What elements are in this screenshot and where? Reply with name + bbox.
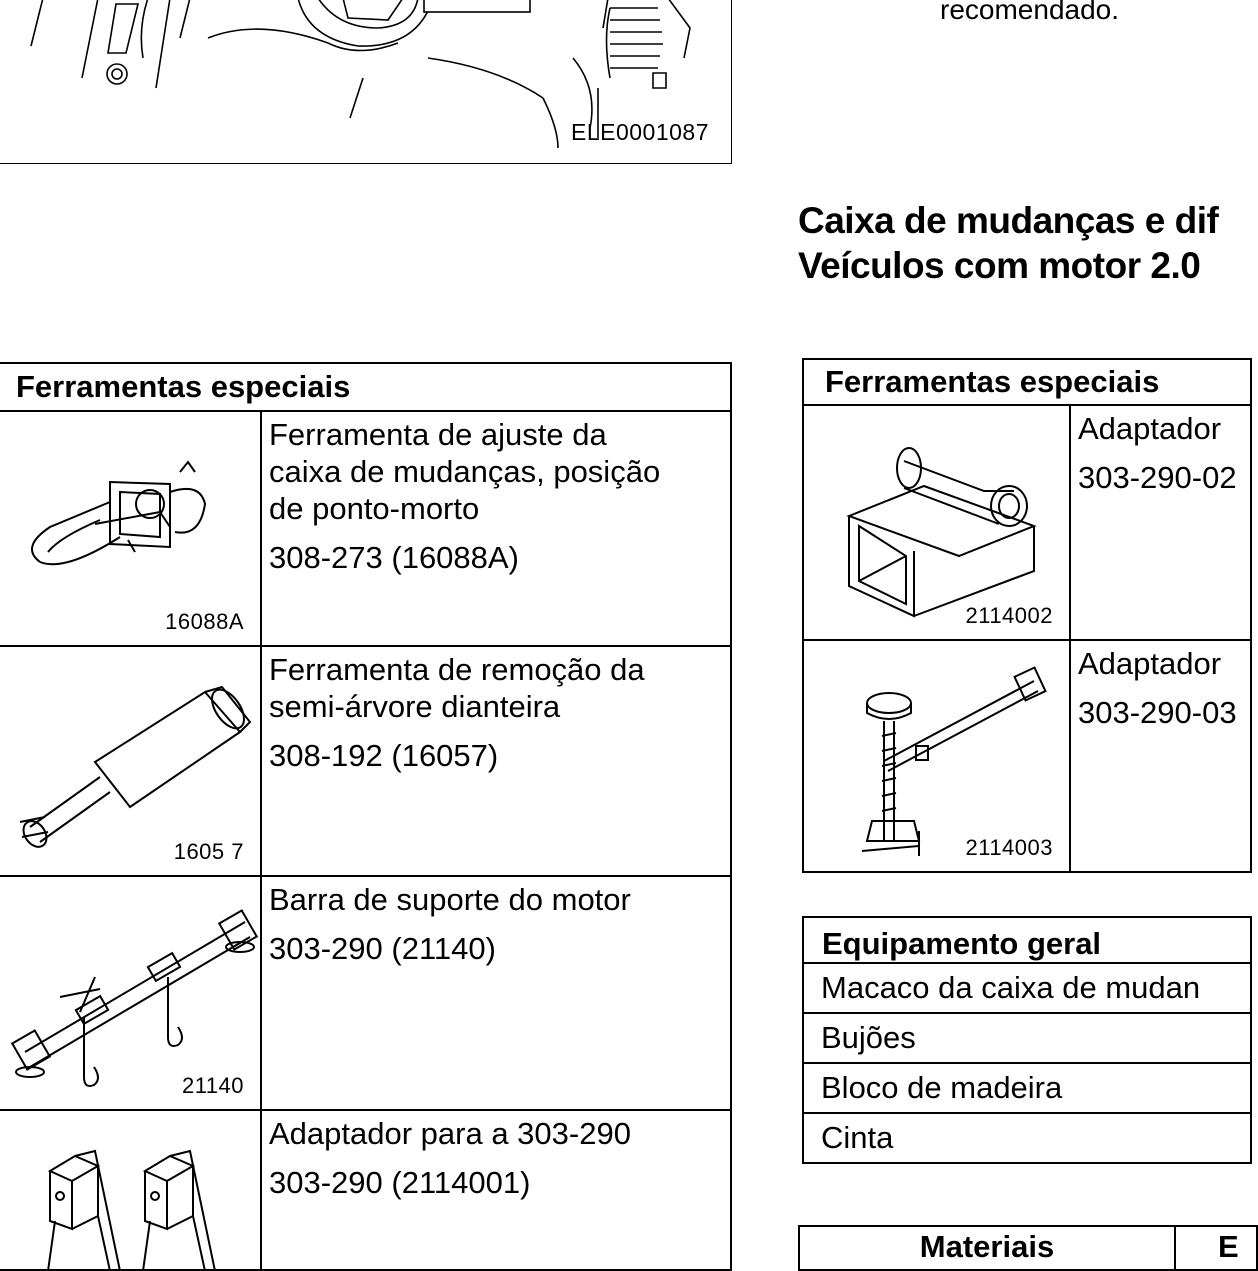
table-row — [803, 640, 1251, 872]
tool-name-line: Adaptador para a 303-290 — [269, 1116, 631, 1151]
tool-image-cell — [0, 876, 261, 1110]
equipment-item: Bloco de madeira — [803, 1063, 1251, 1113]
tool-name-line: Ferramenta de remoção da — [269, 652, 645, 687]
image-code: 1605 7 — [173, 839, 244, 864]
top-figure — [0, 0, 732, 164]
general-equipment-table — [802, 916, 1252, 1164]
heading-line-2: Veículos com motor 2.0 — [798, 245, 1201, 286]
tool-code: 303-290-02 — [1078, 460, 1237, 495]
section-heading — [798, 198, 1218, 288]
table-header: Ferramentas especiais — [0, 363, 731, 411]
heading-line-1: Caixa de mudanças e dif — [798, 200, 1219, 241]
tool-description — [1070, 640, 1251, 872]
tool-description — [261, 1110, 731, 1270]
tool-image-cell — [803, 405, 1070, 640]
table-header: Equipamento geral — [803, 917, 1251, 963]
tool-code: 303-290 (21140) — [269, 931, 496, 966]
tool-code: 303-290-03 — [1078, 695, 1237, 730]
table-header: Ferramentas especiais — [803, 359, 1251, 405]
image-code: 16088A — [165, 609, 244, 634]
intro-text-tail: recomendado. — [940, 0, 1120, 25]
table-row — [803, 405, 1251, 640]
tool-image-cell — [803, 640, 1070, 872]
tool-name-line: de ponto-morto — [269, 491, 480, 526]
adapter-brackets-icon — [0, 1111, 260, 1271]
equipment-item: Macaco da caixa de mudan — [803, 963, 1251, 1013]
image-code: 2114003 — [965, 835, 1053, 860]
table-header: Materiais — [799, 1226, 1175, 1270]
tool-name-line: Ferramenta de ajuste da — [269, 417, 607, 452]
table-row — [0, 876, 731, 1110]
tool-name-line: semi-árvore dianteira — [269, 689, 561, 724]
equipment-item: Cinta — [803, 1113, 1251, 1163]
tool-description — [261, 876, 731, 1110]
tool-name-line: caixa de mudanças, posição — [269, 454, 661, 489]
tool-image-cell — [0, 411, 261, 646]
tool-code: 303-290 (2114001) — [269, 1165, 531, 1200]
tool-description — [261, 411, 731, 646]
table-row — [0, 1110, 731, 1270]
tool-code: 308-273 (16088A) — [269, 540, 519, 575]
image-code: 2114002 — [965, 603, 1053, 628]
table-row — [0, 411, 731, 646]
tool-name-line: Adaptador — [1078, 411, 1222, 446]
table-row — [0, 646, 731, 876]
tool-name-line: Adaptador — [1078, 646, 1222, 681]
image-code: 21140 — [181, 1073, 244, 1098]
tool-description — [1070, 405, 1251, 640]
tool-name-line: Barra de suporte do motor — [269, 882, 631, 917]
tool-code: 308-192 (16057) — [269, 738, 499, 773]
tool-image-cell — [0, 646, 261, 876]
table-header-second: E — [1175, 1226, 1257, 1270]
special-tools-table-right — [802, 358, 1252, 873]
special-tools-table-left — [0, 362, 732, 1271]
tool-description — [261, 646, 731, 876]
equipment-item: Bujões — [803, 1013, 1251, 1063]
figure-code: ELE0001087 — [570, 119, 709, 145]
materials-table — [798, 1225, 1258, 1271]
tool-image-cell — [0, 1110, 261, 1270]
